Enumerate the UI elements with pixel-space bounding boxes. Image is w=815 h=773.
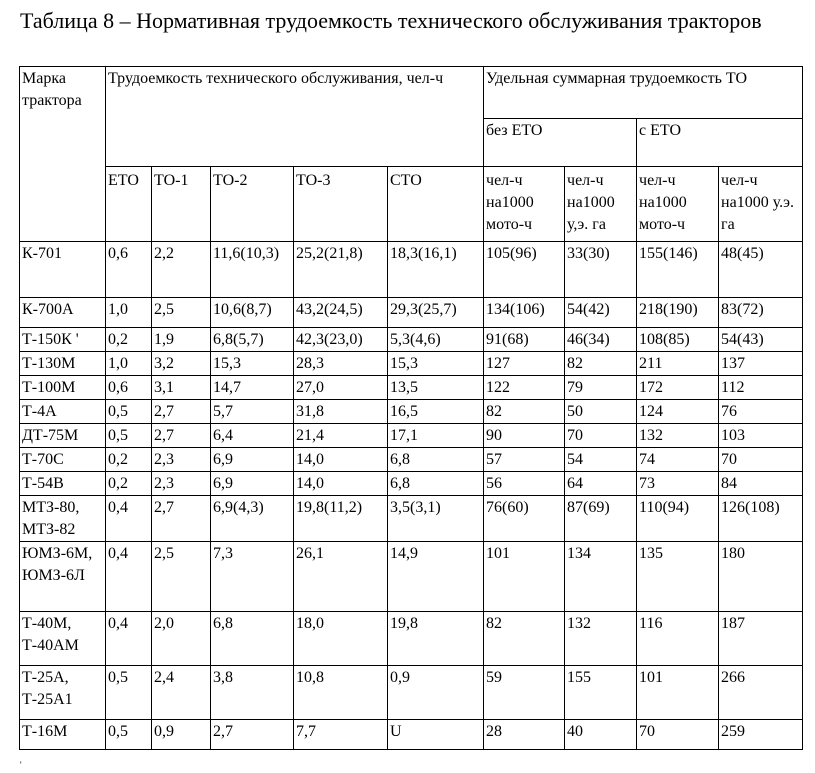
cell-to2: 10,6(8,7) <box>211 298 294 328</box>
cell-to1: 2,5 <box>152 542 211 612</box>
cell-sto: 29,3(25,7) <box>388 298 484 328</box>
cell-to3: 14,0 <box>294 448 388 472</box>
cell-without-eto-moto: 105(96) <box>484 242 565 298</box>
cell-without-eto-ue: 79 <box>565 376 637 400</box>
cell-to3: 31,8 <box>294 400 388 424</box>
cell-to1: 2,7 <box>152 496 211 542</box>
cell-to2: 2,7 <box>211 720 294 750</box>
cell-to2: 5,7 <box>211 400 294 424</box>
table-row <box>20 400 803 424</box>
cell-to1: 2,4 <box>152 666 211 720</box>
cell-without-eto-ue: 40 <box>565 720 637 750</box>
trailing-mark: ' <box>20 760 22 770</box>
header-unit-ue-without-eto: чел-ч на1000 у,э. га <box>565 167 637 242</box>
cell-to3: 21,4 <box>294 424 388 448</box>
table-row <box>20 298 803 328</box>
table-row <box>20 612 803 666</box>
cell-with-eto-ue: 259 <box>719 720 803 750</box>
cell-to2: 6,8 <box>211 612 294 666</box>
cell-without-eto-ue: 82 <box>565 352 637 376</box>
cell-to3: 26,1 <box>294 542 388 612</box>
cell-to1: 2,5 <box>152 298 211 328</box>
cell-brand: Т-70С <box>20 448 106 472</box>
cell-eto: 0,4 <box>106 542 152 612</box>
cell-with-eto-ue: 83(72) <box>719 298 803 328</box>
cell-to2: 15,3 <box>211 352 294 376</box>
cell-without-eto-moto: 134(106) <box>484 298 565 328</box>
cell-with-eto-ue: 76 <box>719 400 803 424</box>
cell-with-eto-moto: 73 <box>637 472 719 496</box>
table-row <box>20 242 803 298</box>
cell-with-eto-ue: 54(43) <box>719 328 803 352</box>
cell-without-eto-moto: 56 <box>484 472 565 496</box>
cell-to2: 6,9 <box>211 448 294 472</box>
cell-brand: К-701 <box>20 242 106 298</box>
cell-sto: 17,1 <box>388 424 484 448</box>
header-labor-group: Трудоемкость технического обслуживания, чел-ч <box>106 67 484 167</box>
table-row <box>20 328 803 352</box>
cell-without-eto-ue: 87(69) <box>565 496 637 542</box>
cell-sto: 3,5(3,1) <box>388 496 484 542</box>
header-without-eto: без ЕТО <box>484 119 637 167</box>
cell-brand: Т-40М, Т-40АМ <box>20 612 106 666</box>
cell-with-eto-moto: 132 <box>637 424 719 448</box>
cell-eto: 0,5 <box>106 400 152 424</box>
cell-without-eto-ue: 54 <box>565 448 637 472</box>
header-unit-moto-with-eto: чел-ч на1000 мото-ч <box>637 167 719 242</box>
cell-without-eto-moto: 28 <box>484 720 565 750</box>
cell-without-eto-moto: 82 <box>484 612 565 666</box>
cell-with-eto-moto: 218(190) <box>637 298 719 328</box>
cell-sto: 16,5 <box>388 400 484 424</box>
cell-sto: U <box>388 720 484 750</box>
cell-to1: 0,9 <box>152 720 211 750</box>
cell-without-eto-ue: 46(34) <box>565 328 637 352</box>
cell-with-eto-ue: 187 <box>719 612 803 666</box>
cell-without-eto-moto: 76(60) <box>484 496 565 542</box>
cell-brand: Т-54В <box>20 472 106 496</box>
cell-without-eto-moto: 101 <box>484 542 565 612</box>
table-row <box>20 720 803 750</box>
cell-to1: 2,7 <box>152 424 211 448</box>
header-row-3 <box>20 167 803 242</box>
cell-eto: 1,0 <box>106 298 152 328</box>
cell-eto: 0,5 <box>106 424 152 448</box>
cell-without-eto-moto: 122 <box>484 376 565 400</box>
cell-with-eto-moto: 211 <box>637 352 719 376</box>
cell-eto: 0,5 <box>106 720 152 750</box>
table-header <box>20 67 803 242</box>
cell-sto: 15,3 <box>388 352 484 376</box>
cell-brand: МТЗ-80, МТЗ-82 <box>20 496 106 542</box>
cell-sto: 14,9 <box>388 542 484 612</box>
table-body <box>20 242 803 750</box>
header-unit-moto-without-eto: чел-ч на1000 мото-ч <box>484 167 565 242</box>
cell-sto: 19,8 <box>388 612 484 666</box>
cell-with-eto-ue: 103 <box>719 424 803 448</box>
cell-to3: 14,0 <box>294 472 388 496</box>
cell-with-eto-moto: 116 <box>637 612 719 666</box>
table-row <box>20 352 803 376</box>
cell-with-eto-moto: 110(94) <box>637 496 719 542</box>
cell-without-eto-ue: 155 <box>565 666 637 720</box>
cell-eto: 0,2 <box>106 472 152 496</box>
cell-to2: 6,8(5,7) <box>211 328 294 352</box>
cell-to1: 3,2 <box>152 352 211 376</box>
header-col-to2: ТО-2 <box>211 167 294 242</box>
table-row <box>20 542 803 612</box>
cell-without-eto-moto: 91(68) <box>484 328 565 352</box>
cell-to3: 42,3(23,0) <box>294 328 388 352</box>
cell-brand: Т-150К ' <box>20 328 106 352</box>
cell-to2: 11,6(10,3) <box>211 242 294 298</box>
header-specific-group: Удельная суммарная трудоемкость ТО <box>484 67 803 119</box>
cell-to1: 3,1 <box>152 376 211 400</box>
cell-to3: 19,8(11,2) <box>294 496 388 542</box>
header-with-eto: с ЕТО <box>637 119 803 167</box>
header-unit-ue-with-eto: чел-ч на1000 у.э. га <box>719 167 803 242</box>
cell-brand: Т-4А <box>20 400 106 424</box>
cell-with-eto-moto: 70 <box>637 720 719 750</box>
cell-to2: 14,7 <box>211 376 294 400</box>
cell-without-eto-ue: 134 <box>565 542 637 612</box>
cell-to3: 27,0 <box>294 376 388 400</box>
cell-to1: 1,9 <box>152 328 211 352</box>
cell-to3: 28,3 <box>294 352 388 376</box>
table-row <box>20 472 803 496</box>
cell-without-eto-ue: 54(42) <box>565 298 637 328</box>
table-row <box>20 496 803 542</box>
cell-with-eto-ue: 137 <box>719 352 803 376</box>
cell-with-eto-ue: 112 <box>719 376 803 400</box>
cell-brand: Т-100М <box>20 376 106 400</box>
cell-with-eto-ue: 126(108) <box>719 496 803 542</box>
cell-with-eto-moto: 135 <box>637 542 719 612</box>
cell-sto: 18,3(16,1) <box>388 242 484 298</box>
cell-without-eto-moto: 127 <box>484 352 565 376</box>
cell-sto: 0,9 <box>388 666 484 720</box>
cell-eto: 0,4 <box>106 612 152 666</box>
cell-brand: Т-25А, Т-25А1 <box>20 666 106 720</box>
cell-to1: 2,0 <box>152 612 211 666</box>
cell-to2: 6,4 <box>211 424 294 448</box>
cell-to1: 2,3 <box>152 472 211 496</box>
cell-to2: 6,9(4,3) <box>211 496 294 542</box>
cell-without-eto-moto: 59 <box>484 666 565 720</box>
cell-sto: 5,3(4,6) <box>388 328 484 352</box>
table-caption: Таблица 8 – Нормативная трудоемкость технического обслуживания тракторов <box>20 8 762 33</box>
cell-sto: 13,5 <box>388 376 484 400</box>
cell-without-eto-moto: 57 <box>484 448 565 472</box>
cell-without-eto-ue: 50 <box>565 400 637 424</box>
cell-to3: 25,2(21,8) <box>294 242 388 298</box>
table-row <box>20 448 803 472</box>
cell-to2: 7,3 <box>211 542 294 612</box>
cell-with-eto-moto: 172 <box>637 376 719 400</box>
labor-table <box>19 66 803 750</box>
cell-to3: 7,7 <box>294 720 388 750</box>
cell-to3: 10,8 <box>294 666 388 720</box>
cell-without-eto-ue: 132 <box>565 612 637 666</box>
table-row <box>20 376 803 400</box>
cell-with-eto-moto: 101 <box>637 666 719 720</box>
table-row <box>20 424 803 448</box>
cell-brand: Т-16М <box>20 720 106 750</box>
cell-to2: 3,8 <box>211 666 294 720</box>
cell-sto: 6,8 <box>388 472 484 496</box>
cell-without-eto-ue: 33(30) <box>565 242 637 298</box>
cell-with-eto-ue: 180 <box>719 542 803 612</box>
cell-eto: 0,6 <box>106 242 152 298</box>
cell-with-eto-moto: 124 <box>637 400 719 424</box>
header-col-to1: ТО-1 <box>152 167 211 242</box>
header-brand: Марка трактора <box>20 67 106 242</box>
cell-to3: 43,2(24,5) <box>294 298 388 328</box>
cell-to3: 18,0 <box>294 612 388 666</box>
header-col-sto: СТО <box>388 167 484 242</box>
cell-eto: 0,4 <box>106 496 152 542</box>
cell-with-eto-moto: 108(85) <box>637 328 719 352</box>
cell-to1: 2,3 <box>152 448 211 472</box>
cell-brand: К-700А <box>20 298 106 328</box>
cell-with-eto-ue: 266 <box>719 666 803 720</box>
cell-to1: 2,2 <box>152 242 211 298</box>
cell-eto: 0,2 <box>106 328 152 352</box>
cell-to2: 6,9 <box>211 472 294 496</box>
cell-without-eto-ue: 64 <box>565 472 637 496</box>
cell-eto: 0,5 <box>106 666 152 720</box>
header-col-to3: ТО-3 <box>294 167 388 242</box>
cell-without-eto-moto: 82 <box>484 400 565 424</box>
cell-eto: 0,2 <box>106 448 152 472</box>
cell-brand: ДТ-75М <box>20 424 106 448</box>
table-row <box>20 666 803 720</box>
cell-sto: 6,8 <box>388 448 484 472</box>
cell-brand: ЮМЗ-6М, ЮМЗ-6Л <box>20 542 106 612</box>
header-row-1 <box>20 67 803 119</box>
cell-eto: 1,0 <box>106 352 152 376</box>
cell-without-eto-ue: 70 <box>565 424 637 448</box>
cell-eto: 0,6 <box>106 376 152 400</box>
cell-with-eto-ue: 48(45) <box>719 242 803 298</box>
cell-brand: Т-130М <box>20 352 106 376</box>
cell-without-eto-moto: 90 <box>484 424 565 448</box>
cell-with-eto-moto: 74 <box>637 448 719 472</box>
cell-to1: 2,7 <box>152 400 211 424</box>
cell-with-eto-moto: 155(146) <box>637 242 719 298</box>
cell-with-eto-ue: 70 <box>719 448 803 472</box>
cell-with-eto-ue: 84 <box>719 472 803 496</box>
header-col-eto: ЕТО <box>106 167 152 242</box>
